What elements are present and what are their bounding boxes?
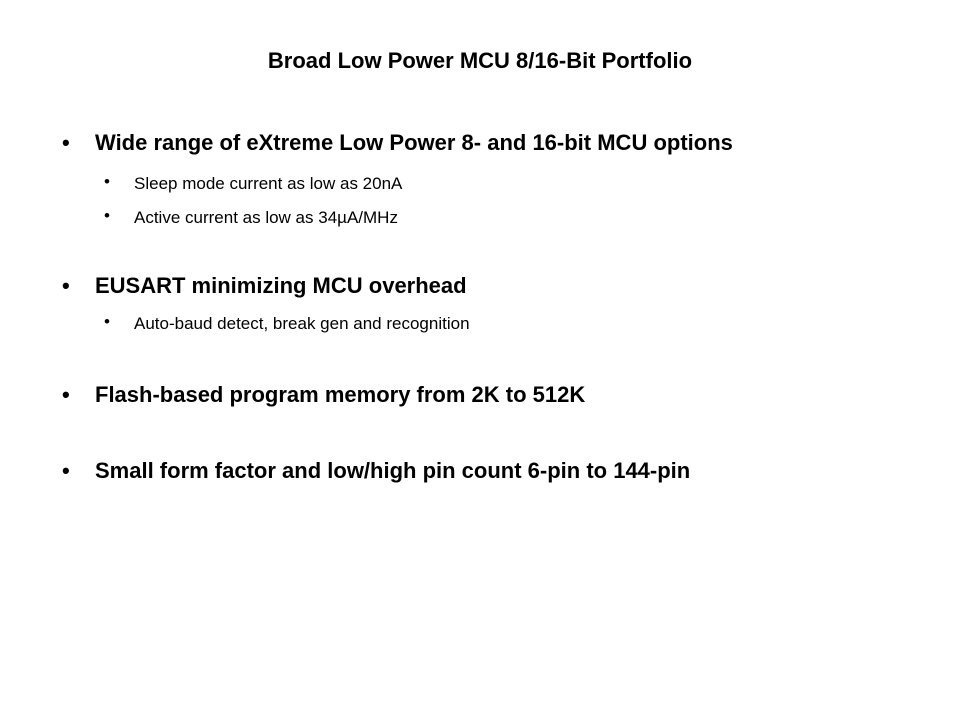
slide-title: Broad Low Power MCU 8/16-Bit Portfolio bbox=[267, 48, 693, 73]
bullet-text: Small form factor and low/high pin count 6-pin to 144-pin bbox=[95, 458, 691, 483]
sub-bullet-icon: • bbox=[104, 206, 110, 225]
bullet-icon: • bbox=[62, 130, 70, 155]
sub-bullet-text: Sleep mode current as low as 20nA bbox=[134, 174, 403, 193]
sub-bullet-text: Active current as low as 34µA/MHz bbox=[134, 208, 398, 227]
bullet-icon: • bbox=[62, 273, 70, 298]
bullet-icon: • bbox=[62, 382, 70, 407]
bullet-text: Wide range of eXtreme Low Power 8- and 16-bit MCU options bbox=[95, 130, 733, 155]
bullet-text: Flash-based program memory from 2K to 512K bbox=[95, 382, 586, 407]
bullet-text: EUSART minimizing MCU overhead bbox=[95, 273, 467, 298]
sub-bullet-icon: • bbox=[104, 172, 110, 191]
bullet-icon: • bbox=[62, 458, 70, 483]
sub-bullet-icon: • bbox=[104, 312, 110, 331]
sub-bullet-text: Auto-baud detect, break gen and recognition bbox=[134, 314, 470, 333]
